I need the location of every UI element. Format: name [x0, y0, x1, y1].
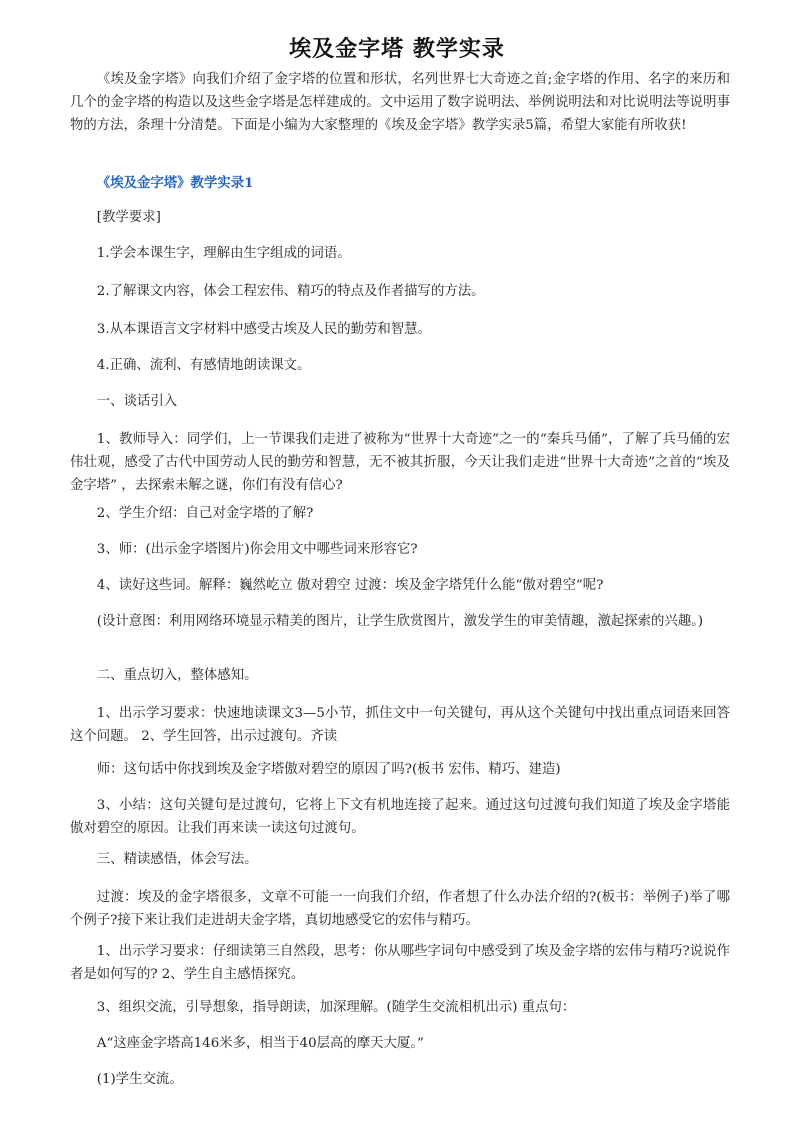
part-heading: 三、精读感悟，体会写法。: [96, 852, 258, 867]
requirement-item: 2.了解课文内容，体会工程宏伟、精巧的特点及作者描写的方法。: [96, 284, 485, 299]
part-heading: 二、重点切入，整体感知。: [96, 668, 258, 683]
requirement-item: 3.从本课语言文字材料中感受古埃及人民的勤劳和智慧。: [96, 322, 431, 337]
page-title: 埃及金字塔 教学实录: [289, 37, 505, 62]
paragraph: 1、出示学习要求：快速地读课文3—5小节，抓住文中一句关键句，再从这个关键句中找出重点词语来回答这个问题。 2、学生回答，出示过渡句。齐读: [70, 706, 730, 744]
part-heading: 一、谈话引入: [96, 394, 178, 409]
paragraph: 师：这句话中你找到埃及金字塔傲对碧空的原因了吗?(板书 宏伟、精巧、建造): [96, 762, 561, 777]
paragraph: 1、出示学习要求：仔细读第三自然段，思考：你从哪些字词句中感受到了埃及金字塔的宏伟与精巧?说说作者是如何写的? 2、学生自主感悟探究。: [70, 944, 730, 982]
paragraph: (1)学生交流。: [96, 1072, 183, 1087]
design-note: (设计意图：利用网络环境显示精美的图片，让学生欣赏图片，激发学生的审美情趣，激起探索的兴趣。): [96, 614, 704, 629]
paragraph: 过渡：埃及的金字塔很多，文章不可能一一向我们介绍，作者想了什么办法介绍的?(板书：举例子)举了哪个例子?接下来让我们走进胡夫金字塔，真切地感受它的宏伟与精巧。: [70, 890, 730, 928]
paragraph: 1、教师导入：同学们，上一节课我们走进了被称为“世界十大奇迹”之一的“秦兵马俑”，了解了兵马俑的宏伟壮观，感受了古代中国劳动人民的勤劳和智慧，无不被其折服，今天让我们走进“世界十大奇迹”之首的“埃及金字塔” ，去探索未解之谜，你们有没有信心?: [70, 432, 730, 493]
key-sentence-quote: A“这座金字塔高146米多，相当于40层高的摩天大厦。”: [96, 1036, 424, 1051]
teaching-requirements-heading: [教学要求]: [96, 210, 161, 225]
paragraph: 3、组织交流，引导想象，指导朗读，加深理解。(随学生交流相机出示) 重点句：: [96, 1000, 576, 1015]
requirement-item: 1.学会本课生字，理解由生字组成的词语。: [96, 246, 351, 261]
paragraph: 3、师：(出示金字塔图片)你会用文中哪些词来形容它?: [96, 542, 418, 557]
paragraph: 4、读好这些词。解释：巍然屹立 傲对碧空 过渡：埃及金字塔凭什么能“傲对碧空”呢?: [96, 578, 604, 593]
requirement-item: 4.正确、流利、有感情地朗读课文。: [96, 358, 311, 373]
paragraph: 3、小结：这句关键句是过渡句，它将上下文有机地连接了起来。通过这句过渡句我们知道了埃及金字塔能傲对碧空的原因。让我们再来读一读这句过渡句。: [70, 798, 730, 836]
paragraph: 2、学生介绍：自己对金字塔的了解?: [96, 506, 314, 521]
intro-paragraph: 《埃及金字塔》向我们介绍了金字塔的位置和形状，名列世界七大奇迹之首;金字塔的作用、名字的来历和几个的金字塔的构造以及这些金字塔是怎样建成的。文中运用了数字说明法、举例说明法和对比说明法等说明事物的方法，条理十分清楚。下面是小编为大家整理的《埃及金字塔》教学实录5篇，希望大家能有所收获!: [70, 72, 730, 133]
section-heading: 《埃及金字塔》教学实录1: [96, 175, 254, 191]
